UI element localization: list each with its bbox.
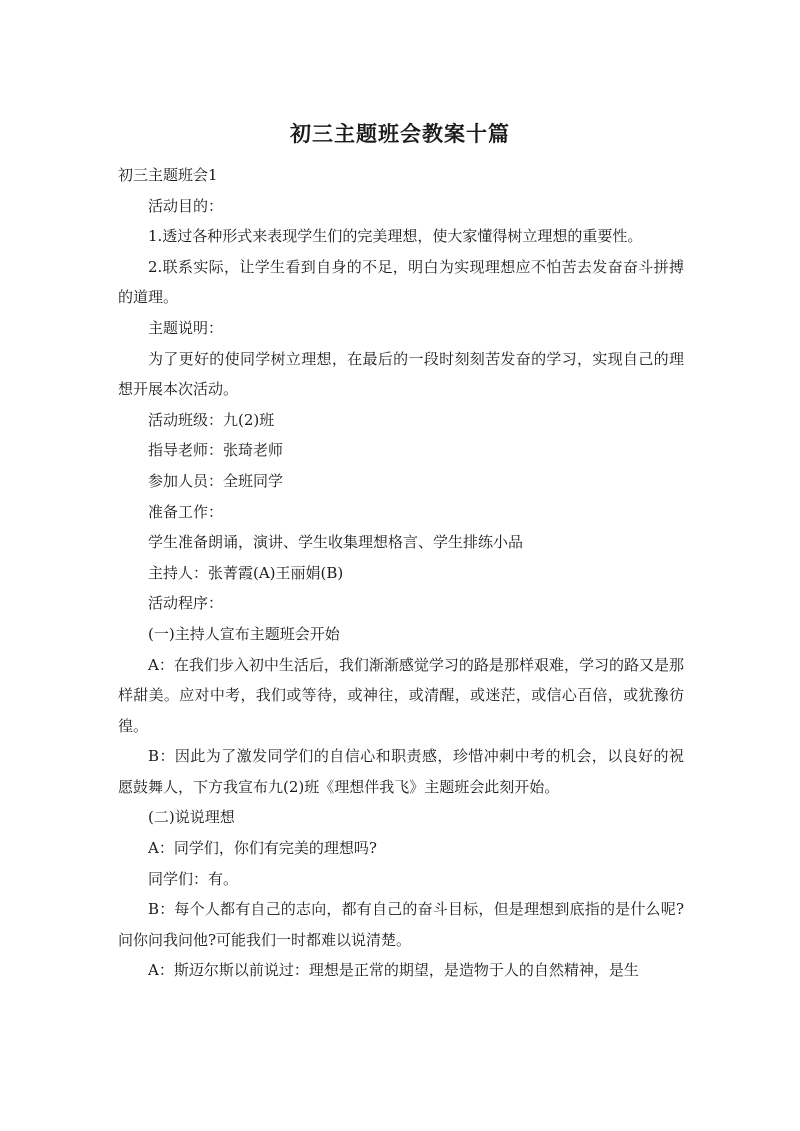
paragraph: 1.透过各种形式来表现学生们的完美理想，使大家懂得树立理想的重要性。 — [148, 227, 643, 246]
paragraph: 活动班级：九(2)班 — [148, 410, 275, 429]
paragraph: (二)说说理想 — [148, 808, 235, 827]
section-heading: 初三主题班会1 — [118, 166, 218, 184]
paragraph: A：在我们步入初中生活后，我们渐渐感觉学习的路是那样艰难，学习的路又是那样甜美。应对中考，我们或等待，或神往，或清醒，或迷茫，或信心百倍，或犹豫彷徨。 — [118, 655, 684, 735]
paragraph: A：同学们，你们有完美的理想吗? — [148, 839, 377, 858]
paragraph: A：斯迈尔斯以前说过：理想是正常的期望，是造物于人的自然精神，是生 — [148, 961, 639, 980]
paragraph: B：因此为了激发同学们的自信心和职责感，珍惜冲刺中考的机会，以良好的祝愿鼓舞人，下方我宣布九(2)班《理想伴我飞》主题班会此刻开始。 — [118, 747, 684, 796]
paragraph: 参加人员：全班同学 — [148, 471, 284, 490]
paragraph: 为了更好的使同学树立理想，在最后的一段时刻刻苦发奋的学习，实现自己的理想开展本次活动。 — [118, 349, 684, 399]
paragraph: 学生准备朗诵，演讲、学生收集理想格言、学生排练小品 — [148, 533, 524, 552]
paragraph: 主持人：张菁霞(A)王丽娟(B) — [148, 563, 344, 582]
paragraph: 主题说明： — [148, 318, 224, 337]
paragraph: 同学们：有。 — [148, 869, 239, 888]
paragraph: 指导老师：张琦老师 — [148, 441, 284, 460]
document-body — [118, 160, 684, 986]
paragraph: B：每个人都有自己的志向，都有自己的奋斗目标，但是理想到底指的是什么呢?问你问我问他?可能我们一时都难以说清楚。 — [118, 900, 684, 949]
document-title: 初三主题班会教案十篇 — [290, 122, 510, 146]
paragraph: 2.联系实际，让学生看到自身的不足，明白为实现理想应不怕苦去发奋奋斗拼搏的道理。 — [118, 257, 684, 307]
paragraph: (一)主持人宣布主题班会开始 — [148, 624, 340, 643]
paragraph: 活动目的： — [148, 196, 224, 215]
paragraph: 准备工作： — [148, 502, 224, 521]
paragraph: 活动程序： — [148, 594, 224, 613]
